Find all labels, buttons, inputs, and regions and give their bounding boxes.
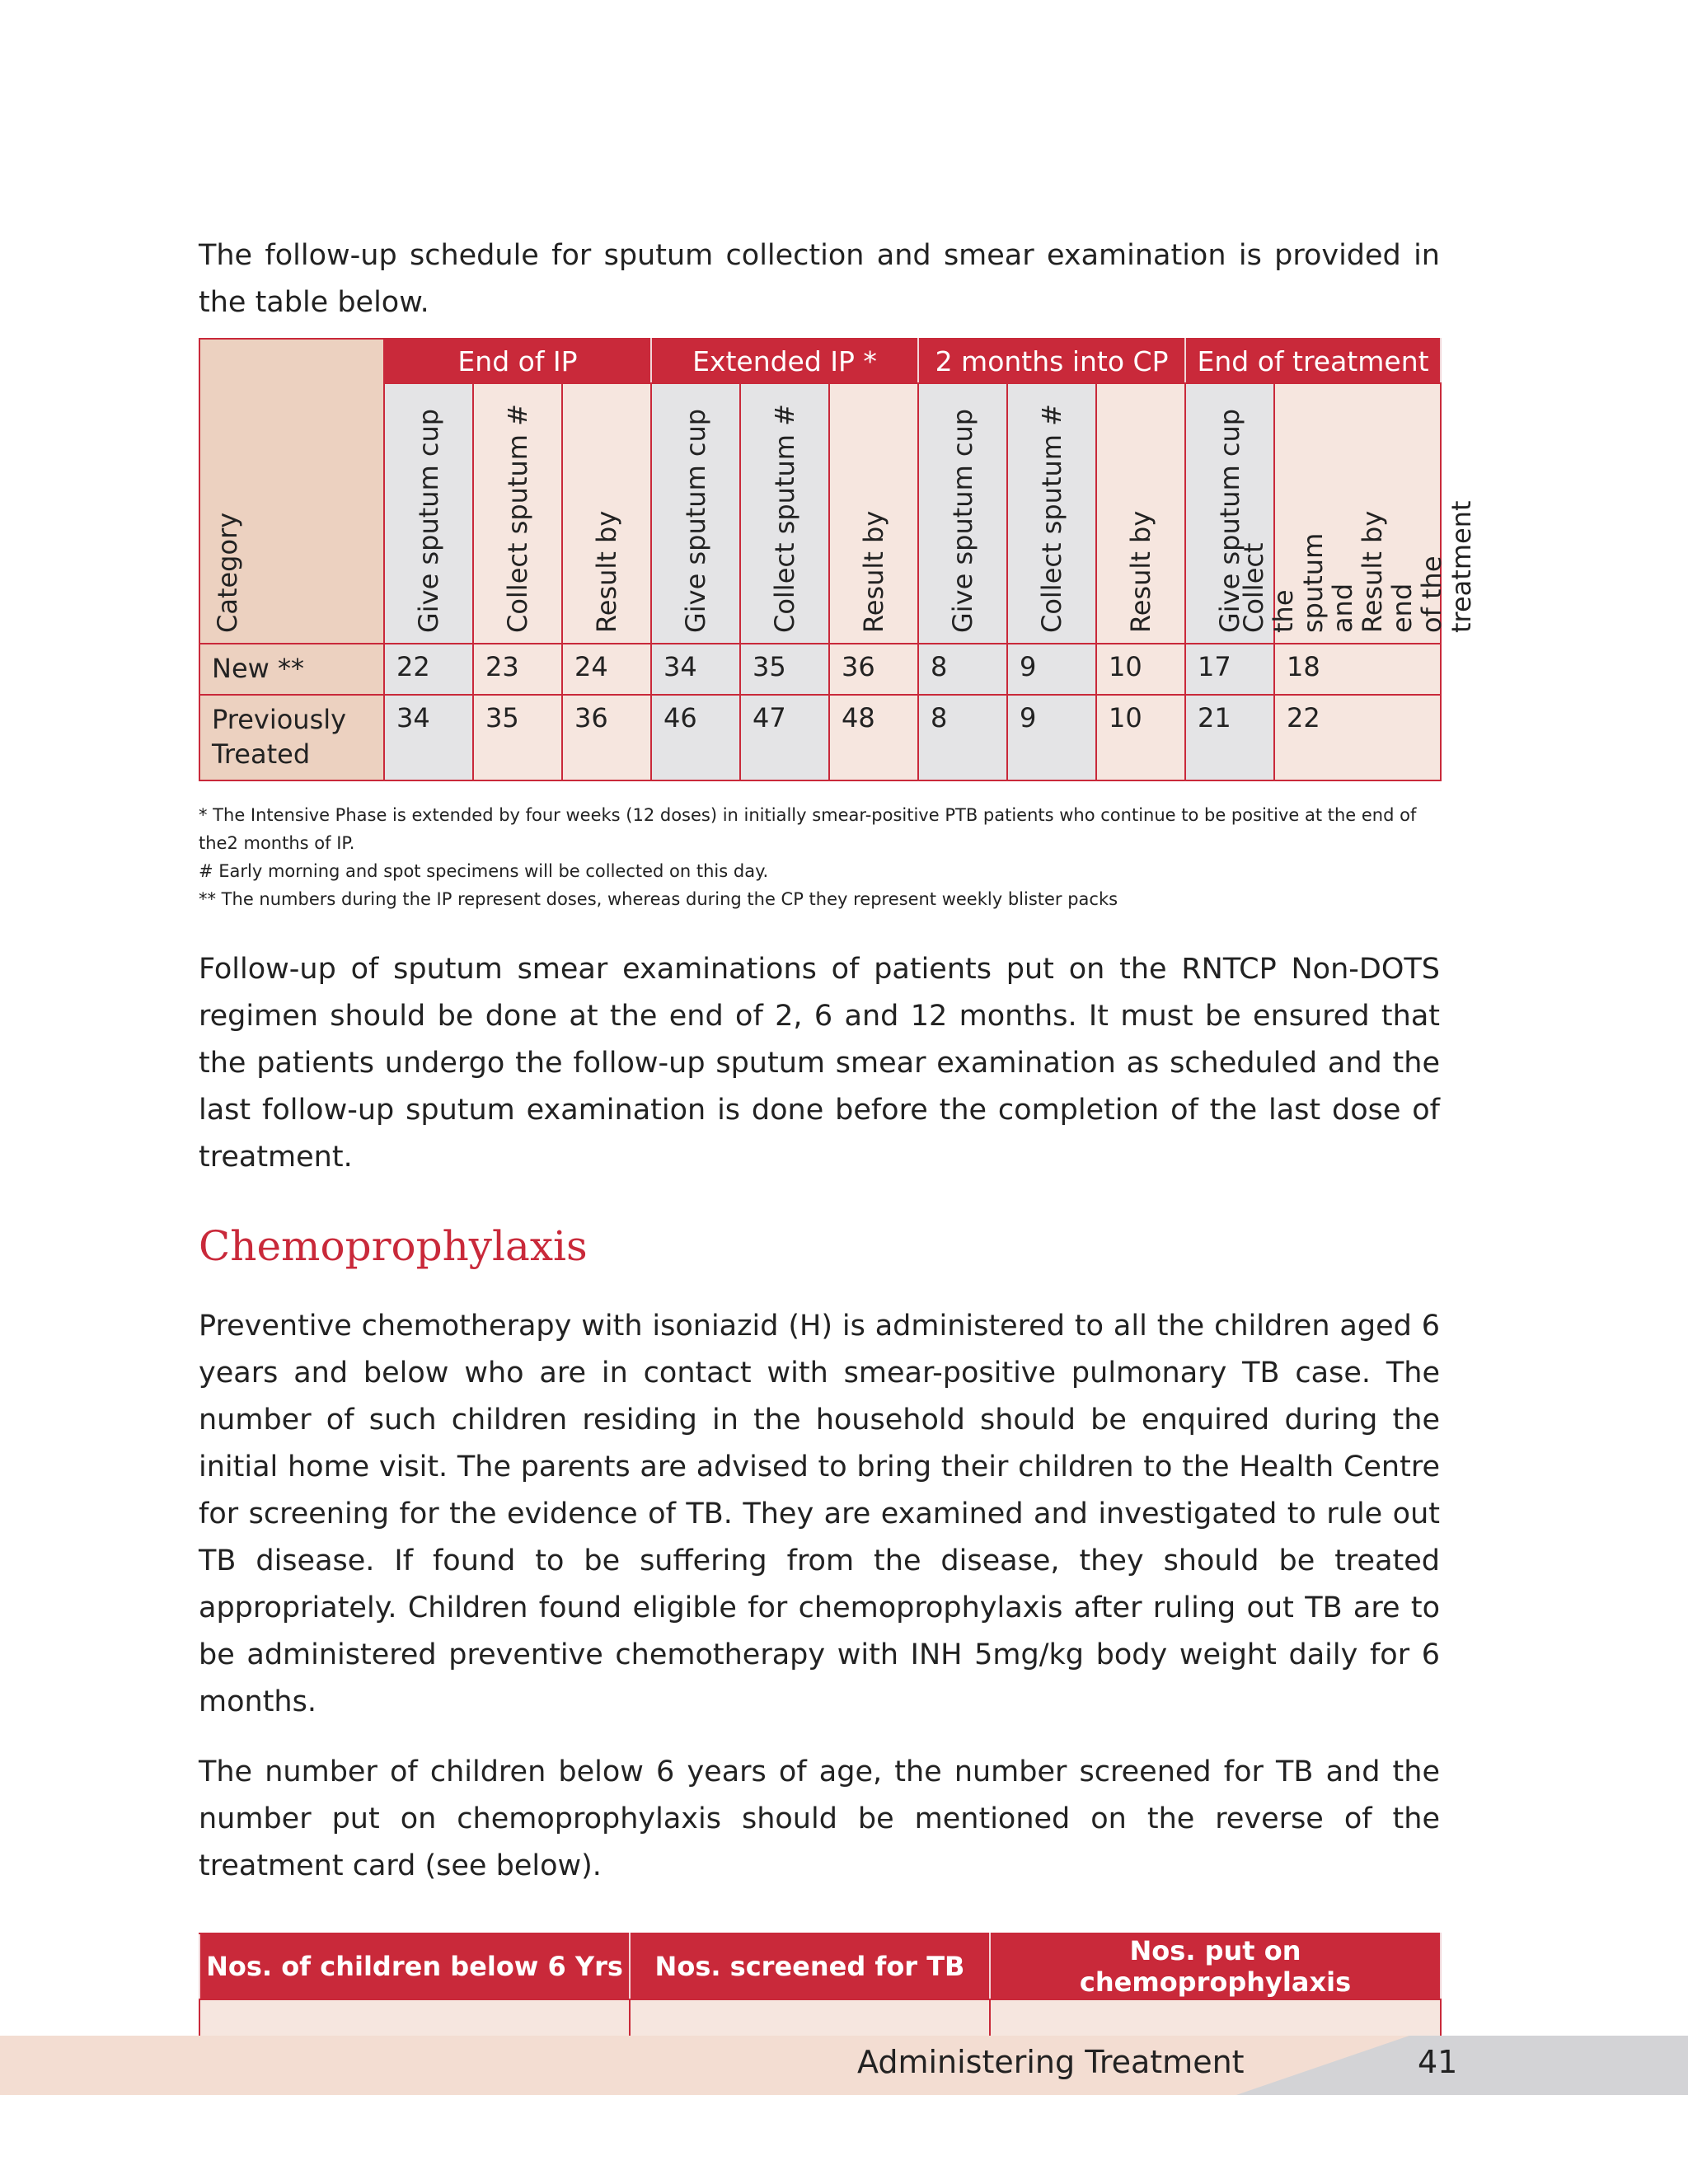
subheader-cell [1007,383,1096,644]
table-cell: 10 [1096,695,1185,780]
subheader-cell [384,383,473,644]
table-cell: 22 [384,644,473,695]
table-cell: 8 [918,644,1007,695]
subheader-cell [1096,383,1185,644]
group-header-2-months-cp: 2 months into CP [918,339,1185,383]
subheader-cell [918,383,1007,644]
section-heading: Chemoprophylaxis [199,1222,588,1270]
table-cell: 24 [562,644,651,695]
table-cell: 10 [1096,644,1185,695]
subheader-cell [1238,383,1478,644]
table-cell: 22 [1274,695,1441,780]
subheader-cell [562,383,651,644]
table-cell: 17 [1185,644,1274,695]
footer-title: Administering Treatment [857,2044,1245,2080]
footnote: * The Intensive Phase is extended by four weeks (12 doses) in initially smear-positive PTB patients who continue to be positive at the end of the2 months of IP. [199,805,1417,853]
table-cell: 47 [740,695,829,780]
table-footnotes [199,801,1440,913]
column-header: Nos. screened for TB [630,1933,990,1999]
group-header-end-of-ip: End of IP [384,339,651,383]
table-row [199,695,1441,780]
table-cell: 8 [918,695,1007,780]
table-cell: 35 [473,695,562,780]
subheader-cell [473,383,562,644]
subheader-cell [829,383,918,644]
footnote: # Early morning and spot specimens will be collected on this day. [199,861,769,881]
table-cell: 36 [829,644,918,695]
sputum-schedule-table [199,338,1478,781]
intro-paragraph: The follow-up schedule for sputum collection and smear examination is provided in the table below. [199,239,1440,319]
category-header: Category [212,512,243,633]
group-header-end-of-treatment: End of treatment [1185,339,1441,383]
category-header-cell [199,339,384,644]
table-cell: 34 [384,695,473,780]
group-header-extended-ip: Extended IP * [651,339,918,383]
column-header: Nos. put on chemoprophylaxis [990,1933,1441,1999]
table-cell: 34 [651,644,740,695]
subheader-label: Collect the sputum and Result by end of the treatment [1238,500,1478,633]
subheader-label: Collect sputum # [769,404,800,633]
table-cell: 9 [1007,644,1096,695]
subheader-label: Give sputum cup [413,408,444,633]
table-cell: 18 [1274,644,1441,695]
subheader-label: Collect sputum # [502,404,533,633]
subheader-label: Give sputum cup [947,408,979,633]
row-category: New ** [199,644,384,695]
table-cell: 21 [1185,695,1274,780]
column-header: Nos. of children below 6 Yrs [199,1933,630,1999]
table-cell: 46 [651,695,740,780]
table-cell: 36 [562,695,651,780]
subheader-label: Result by [1125,510,1157,633]
subheader-label: Collect sputum # [1036,404,1068,633]
subheader-cell [651,383,740,644]
row-category: Previously Treated [199,695,384,780]
table-cell: 35 [740,644,829,695]
table-cell: 48 [829,695,918,780]
subheader-cell [740,383,829,644]
subheader-label: Result by [591,510,622,633]
table-cell: 9 [1007,695,1096,780]
page-number: 41 [1418,2044,1458,2080]
subheader-label: Result by [858,510,889,633]
children-table [199,1933,1442,2046]
table-cell: 23 [473,644,562,695]
followup-paragraph: Follow-up of sputum smear examinations of patients put on the RNTCP Non-DOTS regimen should be done at the end of 2, 6 and 12 months. It must be ensured that the patients undergo the follow-up sputum smear examination as scheduled and the last follow-up sputum examination is done before the completion of the last dose of treatment. [199,953,1440,1174]
page-content [199,232,1478,2046]
chemo-paragraph: The number of children below 6 years of age, the number screened for TB and the number put on chemoprophylaxis should be mentioned on the reverse of the treatment card (see below). [199,1755,1440,1882]
subheader-label: Give sputum cup [680,408,711,633]
table-row [199,644,1441,695]
footnote: ** The numbers during the IP represent doses, whereas during the CP they represent weekly blister packs [199,889,1118,909]
subheader-label: Give sputum cup [1214,408,1246,633]
chemo-paragraph: Preventive chemotherapy with isoniazid (H) is administered to all the children aged 6 years and below who are in contact with smear-positive pulmonary TB case. The number of such children residing in the household should be enquired during the initial home visit. The parents are advised to bring their children to the Health Centre for screening for the evidence of TB. They are examined and investigated to rule out TB disease. If found to be suffering from the disease, they should be treated appropriately. Children found eligible for chemoprophylaxis after ruling out TB are to be administered preventive chemotherapy with INH 5mg/kg body weight daily for 6 months. [199,1310,1440,1718]
